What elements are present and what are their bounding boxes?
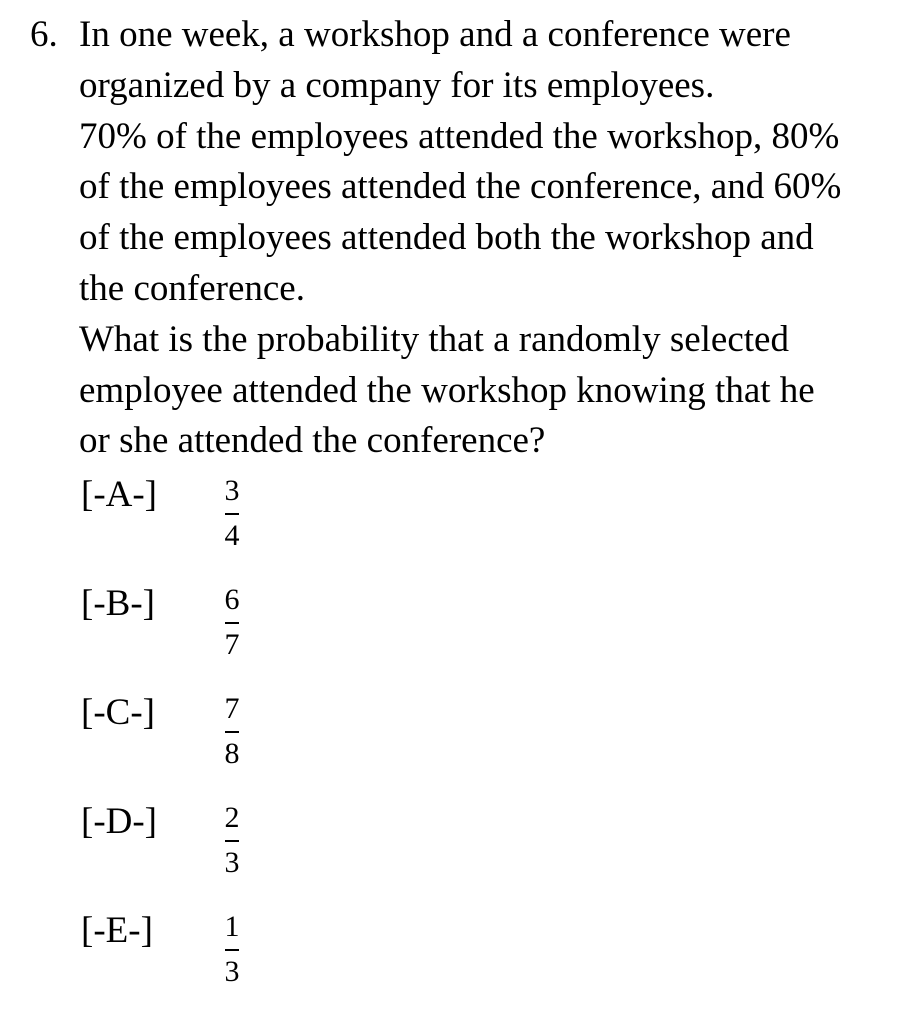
- fraction-denominator: 3: [224, 955, 240, 988]
- question-line: What is the probability that a randomly selected: [79, 318, 789, 360]
- option-d[interactable]: [0, 802, 921, 902]
- option-label: [-D-]: [81, 801, 158, 842]
- fraction: [218, 911, 246, 1001]
- fraction-bar: [225, 513, 239, 515]
- fraction-bar: [225, 731, 239, 733]
- question-line: or she attended the conference?: [79, 420, 546, 462]
- option-label: [-C-]: [81, 692, 155, 733]
- question-line: the conference.: [79, 267, 305, 309]
- fraction-bar: [225, 622, 239, 624]
- question-line: organized by a company for its employees.: [79, 64, 715, 106]
- option-b[interactable]: [0, 584, 921, 684]
- fraction-numerator: 3: [224, 474, 240, 507]
- option-e[interactable]: [0, 911, 921, 1011]
- fraction-denominator: 4: [224, 519, 240, 552]
- fraction: [218, 693, 246, 783]
- fraction-numerator: 6: [224, 583, 240, 616]
- fraction: [218, 584, 246, 674]
- option-a[interactable]: [0, 475, 921, 575]
- question-line: of the employees attended both the workshop and: [79, 217, 814, 259]
- fraction: [218, 802, 246, 892]
- question-line: of the employees attended the conference, and 60%: [79, 166, 842, 208]
- question-line: 70% of the employees attended the workshop, 80%: [79, 115, 840, 157]
- fraction-denominator: 3: [224, 846, 240, 879]
- fraction-numerator: 7: [224, 692, 240, 725]
- fraction-bar: [225, 949, 239, 951]
- option-label: [-E-]: [81, 910, 153, 951]
- fraction-numerator: 2: [224, 801, 240, 834]
- fraction-numerator: 1: [224, 910, 240, 943]
- fraction-denominator: 8: [224, 737, 240, 770]
- fraction-denominator: 7: [224, 628, 240, 661]
- question-line: employee attended the workshop knowing that he: [79, 369, 815, 411]
- question-text: [79, 10, 919, 467]
- question-number: 6.: [30, 14, 58, 55]
- fraction: [218, 475, 246, 565]
- option-label: [-A-]: [81, 474, 158, 515]
- fraction-bar: [225, 840, 239, 842]
- option-c[interactable]: [0, 693, 921, 793]
- question-line: In one week, a workshop and a conference were: [79, 14, 791, 55]
- option-label: [-B-]: [81, 583, 155, 624]
